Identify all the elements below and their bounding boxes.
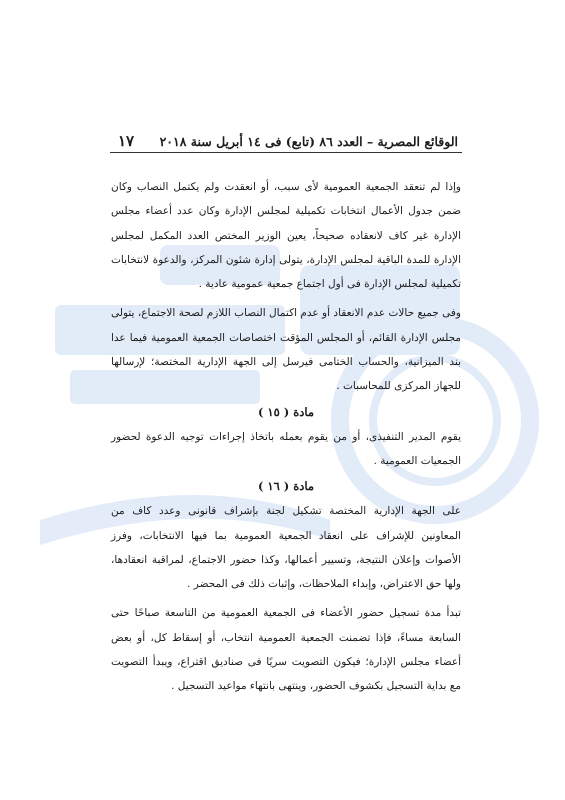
article-16-paragraph: تبدأ مدة تسجيل حضور الأعضاء فى الجمعية العمومية من التاسعة صباحًا حتى السابعة مساءً، فإذا تضمنت الجمعية العمومية انتخاب، أو إسقاط كل، أو بعض أعضاء مجلس الإدارة؛ فيكون التصويت سريًا فى صناديق اقتراع، ويبدأ التصويت مع بداية التسجيل بكشوف الحضور، وينتهى بانتهاء مواعيد التسجيل . [111,607,461,693]
paragraph: وفى جميع حالات عدم الانعقاد أو عدم اكتمال النصاب اللازم لصحة الاجتماع، يتولى مجلس الإدارة القائم، أو المجلس المؤقت اختصاصات الجمعية العمومية فيما عدا بند الميزانية، والحساب الختامى فيرسل إلى الجهة الإدارية المختصة؛ لإرسالها للجهاز المركزى للمحاسبات . [111,307,461,393]
page-number: ١٧ [118,132,135,150]
paragraph: وإذا لم تنعقد الجمعية العمومية لأى سبب، أو انعقدت ولم يكتمل النصاب وكان ضمن جدول الأعمال انتخابات تكميلية لمجلس الإدارة وكان عدد أعضاء مجلس الإدارة غير كاف لانعقاده صحيحاً، يعين الوزير المختص العدد المكمل لمجلس الإدارة للمدة الباقية لمجلس الإدارة، يتولى إدارة شئون المركز، والدعوة لانتخابات تكميلية لمجلس الإدارة فى أول اجتماع جمعية عمومية عادية . [111,181,461,291]
document-body [111,175,461,699]
header-divider [110,152,462,153]
article-15-heading: مادة ( ١٥ ) [257,404,315,419]
article-16-heading: مادة ( ١٦ ) [257,479,315,494]
article-15-text: يقوم المدير التنفيذى، أو من يقوم بعمله باتخاذ إجراءات توجيه الدعوة لحضور الجمعيات العمومية . [111,430,461,467]
article-16-paragraph: على الجهة الإدارية المختصة تشكيل لجنة بإشراف قانونى وعدد كاف من المعاونين للإشراف على انعقاد الجمعية العمومية بما فيها الانتخابات، وفرز الأصوات وإعلان النتيجة، وتسيير أعمالها، وكذا حضور الاجتماع، لمراقبة انعقادها، ولها حق الاعتراض، وإبداء الملاحظات، وإثبات ذلك فى المحضر . [111,505,461,591]
page-header [118,132,458,150]
header-title: الوقائع المصرية – العدد ٨٦ (تابع) فى ١٤ أبريل سنة ٢٠١٨ [159,133,458,149]
